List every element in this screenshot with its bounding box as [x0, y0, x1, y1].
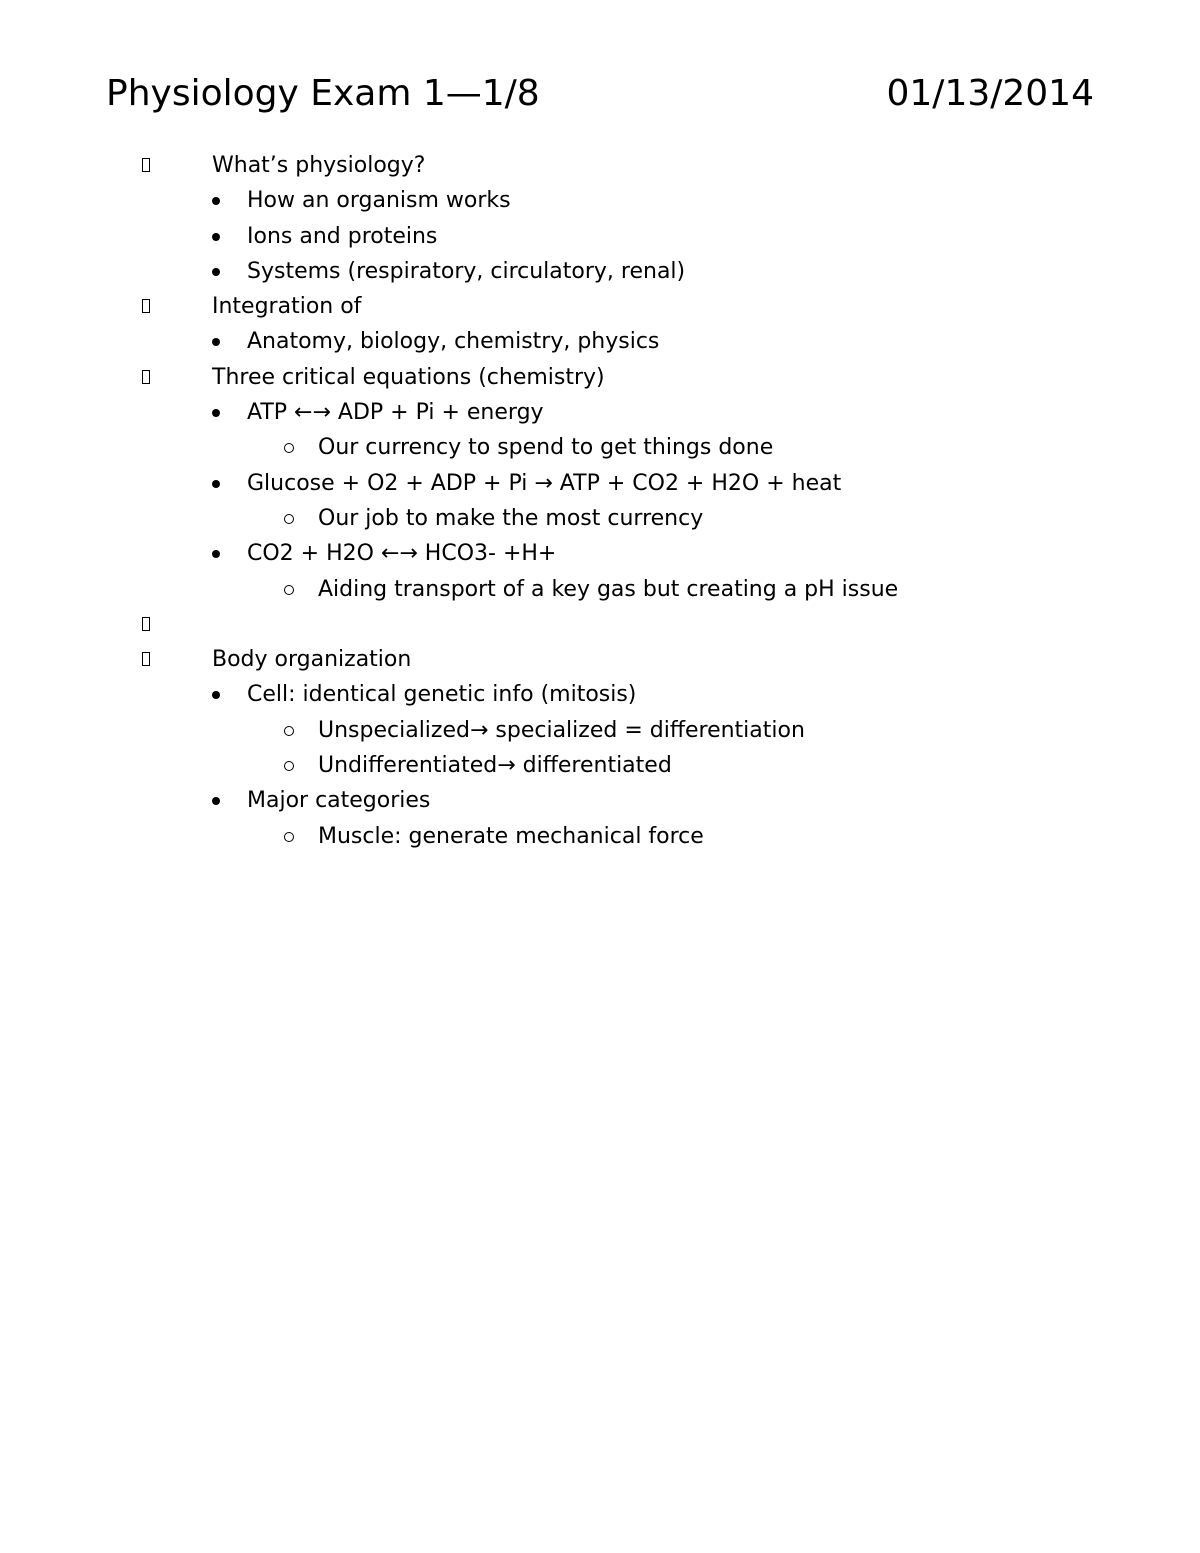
- outline-item-text: Integration of: [212, 294, 362, 320]
- square-bullet-icon: [142, 652, 150, 666]
- bullet-dot-icon: [212, 797, 220, 805]
- square-bullet-icon: [142, 158, 150, 172]
- bullet-dot-icon: [212, 480, 220, 488]
- outline-item-text: Muscle: generate mechanical force: [318, 823, 704, 849]
- outline-item: [0, 360, 1200, 395]
- outline-item-text: Glucose + O2 + ADP + Pi → ATP + CO2 + H2O + heat: [247, 470, 842, 496]
- bullet-dot-icon: [212, 691, 220, 699]
- outline-item-text: Our job to make the most currency: [318, 505, 704, 531]
- outline-item: [0, 183, 1200, 218]
- square-bullet-icon: [142, 299, 150, 313]
- outline-item: [0, 254, 1200, 289]
- notes-outline: [0, 148, 1200, 854]
- outline-item-text: Major categories: [247, 788, 431, 814]
- bullet-circle-icon: [284, 443, 294, 453]
- outline-item-text: How an organism works: [247, 188, 511, 214]
- outline-item: [0, 713, 1200, 748]
- outline-item: [0, 572, 1200, 607]
- bullet-dot-icon: [212, 268, 220, 276]
- bullet-circle-icon: [284, 514, 294, 524]
- outline-item-text: Unspecialized→ specialized = differentiation: [318, 717, 805, 743]
- outline-item: [0, 289, 1200, 324]
- outline-item: [0, 677, 1200, 712]
- outline-item: [0, 536, 1200, 571]
- outline-item-text: Our currency to spend to get things done: [318, 435, 774, 461]
- bullet-dot-icon: [212, 338, 220, 346]
- square-bullet-icon: [142, 617, 150, 631]
- outline-item: [0, 819, 1200, 854]
- bullet-circle-icon: [284, 726, 294, 736]
- outline-item: [0, 607, 1200, 642]
- bullet-dot-icon: [212, 409, 220, 417]
- outline-item-text: Systems (respiratory, circulatory, renal): [247, 258, 686, 284]
- outline-item: [0, 783, 1200, 818]
- bullet-dot-icon: [212, 550, 220, 558]
- outline-item-text: Cell: identical genetic info (mitosis): [247, 682, 637, 708]
- outline-item-text: What’s physiology?: [212, 153, 426, 178]
- bullet-circle-icon: [284, 585, 294, 595]
- page-date: 01/13/2014: [886, 73, 1094, 114]
- outline-item: [0, 748, 1200, 783]
- outline-item: [0, 324, 1200, 359]
- outline-item: [0, 430, 1200, 465]
- bullet-circle-icon: [284, 832, 294, 842]
- outline-item: [0, 466, 1200, 501]
- outline-item-text: Body organization: [212, 647, 412, 673]
- bullet-circle-icon: [284, 761, 294, 771]
- outline-item: [0, 642, 1200, 677]
- outline-item: [0, 148, 1200, 183]
- outline-item-text: Three critical equations (chemistry): [212, 364, 605, 390]
- outline-item: [0, 395, 1200, 430]
- outline-item-text: Aiding transport of a key gas but creating a pH issue: [318, 576, 899, 602]
- outline-item-text: Ions and proteins: [247, 223, 438, 249]
- document-header: [106, 70, 1094, 118]
- page-title: Physiology Exam 1—1/8: [106, 73, 540, 114]
- square-bullet-icon: [142, 370, 150, 384]
- bullet-dot-icon: [212, 197, 220, 205]
- outline-item-text: ATP ←→ ADP + Pi + energy: [247, 400, 544, 426]
- outline-item-text: CO2 + H2O ←→ HCO3- +H+: [247, 541, 557, 567]
- bullet-dot-icon: [212, 233, 220, 241]
- outline-item-text: Undifferentiated→ differentiated: [318, 753, 672, 779]
- outline-item-text: Anatomy, biology, chemistry, physics: [247, 329, 660, 355]
- outline-item: [0, 219, 1200, 254]
- outline-item: [0, 501, 1200, 536]
